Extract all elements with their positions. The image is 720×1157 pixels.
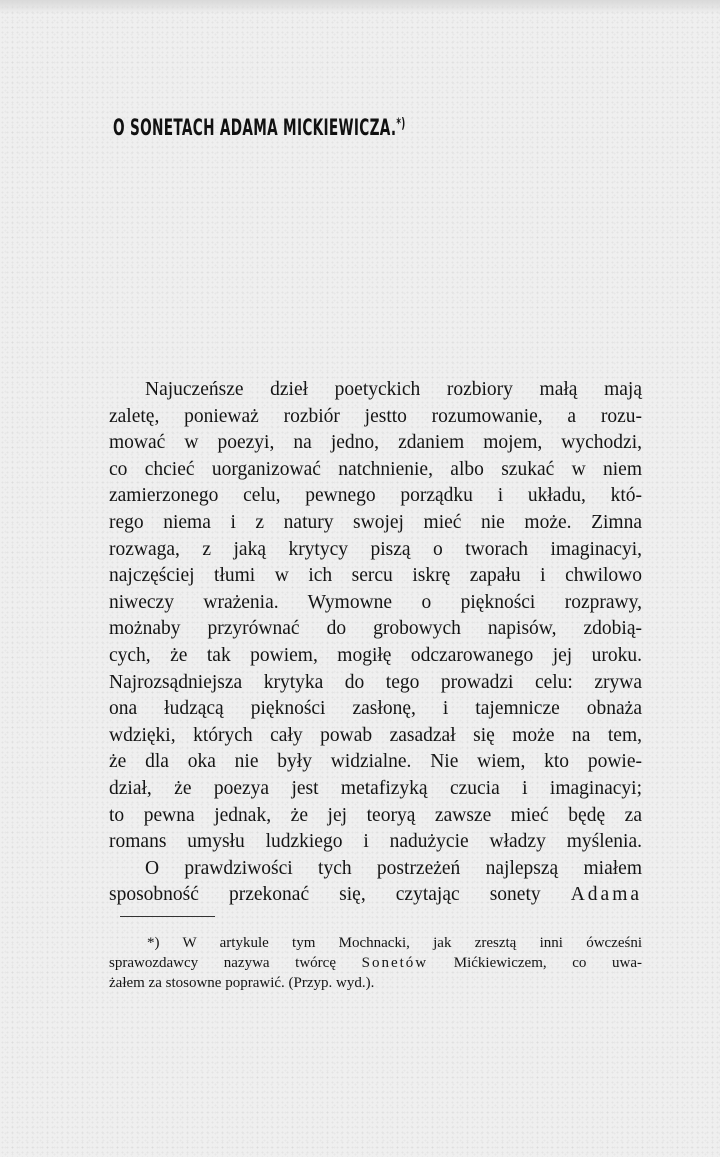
text-line-last xyxy=(109,882,642,909)
text-line: O prawdziwości tych postrzeżeń najlepszą miałem xyxy=(145,857,642,879)
text-line: rozwaga, z jaką krytycy piszą o tworach imaginacyi, xyxy=(109,538,642,560)
text-line: najczęściej tłumi w ich sercu iskrę zapału i chwilowo xyxy=(109,565,642,587)
text-line: rego niema i z natury swojej mieć nie może. Zimna xyxy=(109,511,642,533)
footnote-line: żałem za stosowne poprawić. (Przyp. wyd.). xyxy=(109,975,375,991)
text-line: dział, że poezya jest metafizyką czucia i imaginacyi; xyxy=(109,777,642,799)
footnote-rule xyxy=(120,916,215,917)
text-line: zaletę, ponieważ rozbiór jestto rozumowanie, a rozu- xyxy=(109,405,642,427)
last-line-text: sposobność przekonać się, czytając sonety xyxy=(109,884,541,906)
footnote-text: sprawozdawcy nazywa twórcę xyxy=(109,955,336,971)
footnote-line: *) W artykule tym Mochnacki, jak zresztą inni ówcześni xyxy=(147,935,642,951)
body-paragraphs xyxy=(109,377,642,909)
text-line: cych, że tak powiem, mogiłę odczarowanego jej uroku. xyxy=(109,644,642,666)
text-line: zamierzonego celu, pewnego porządku i układu, któ- xyxy=(109,485,642,507)
footnote-text: Mićkiewiczem, co uwa- xyxy=(453,955,642,971)
text-line: Najrozsądniejsza krytyka do tego prowadzi celu: zrywa xyxy=(109,671,642,693)
text-line: romans umysłu ludzkiego i nadużycie władzy myślenia. xyxy=(109,831,642,853)
text-line: możnaby przyrównać do grobowych napisów, zdobią- xyxy=(109,618,642,640)
text-line: mować w poezyi, na jedno, zdaniem mojem, wychodzi, xyxy=(109,432,642,454)
text-line: że dla oka nie były widzialne. Nie wiem, kto powie- xyxy=(109,751,642,773)
text-line: wdzięki, których cały powab zasadzał się może na tem, xyxy=(109,724,642,746)
chapter-heading xyxy=(113,116,406,141)
footnote-line xyxy=(109,953,642,973)
chapter-title: O SONETACH ADAMA MICKIEWICZA. xyxy=(113,116,397,141)
footnote xyxy=(109,933,642,993)
text-line: ona łudzącą piękności zasłonę, i tajemnicze obnaża xyxy=(109,698,642,720)
spaced-name: Adama xyxy=(570,884,643,906)
footnote-spaced-word: Sonetów xyxy=(361,955,429,971)
footnote-marker: *) xyxy=(396,116,406,132)
text-line: niweczy wrażenia. Wymowne o piękności rozprawy, xyxy=(109,591,642,613)
text-line: Najuczeńsze dzieł poetyckich rozbiory małą mają xyxy=(145,379,642,400)
text-line: to pewna jednak, że jej teoryą zawsze mieć będę za xyxy=(109,804,642,826)
page-top-edge xyxy=(0,0,720,14)
text-line: co chcieć uorganizować natchnienie, albo szukać w niem xyxy=(109,458,642,480)
